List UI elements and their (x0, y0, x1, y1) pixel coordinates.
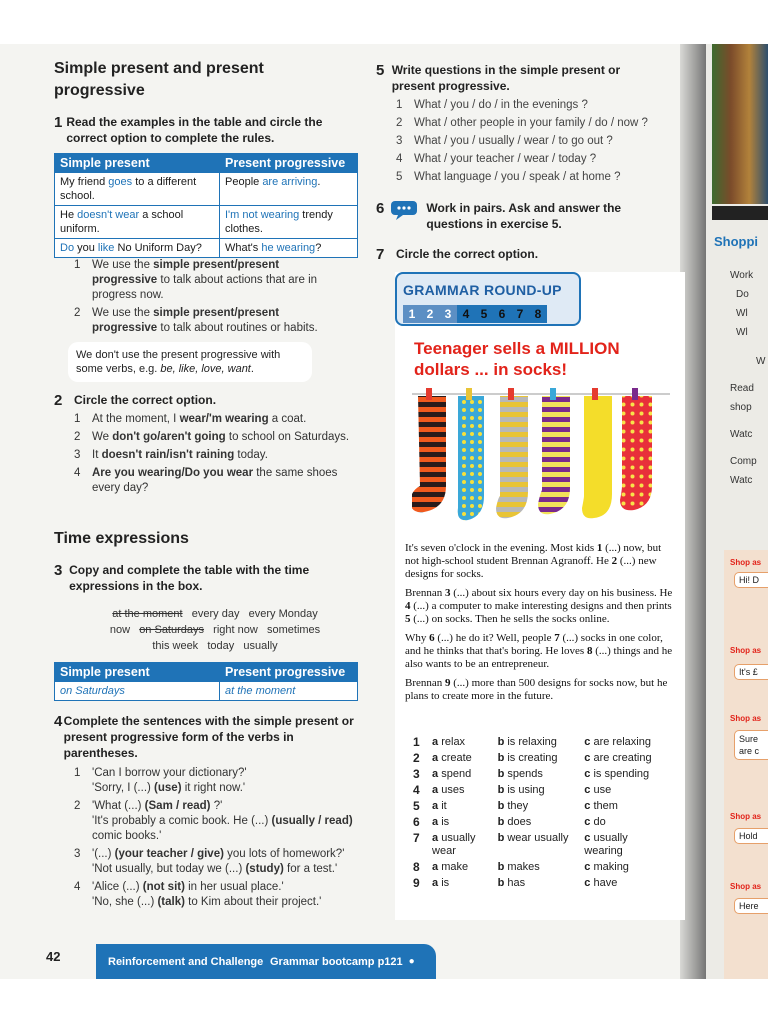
article-paragraph: It's seven o'clock in the evening. Most kids 1 (...) now, but not high-school student Brennan Agranoff. He 2 (...) new designs for socks. (405, 542, 662, 580)
table-row (55, 239, 358, 258)
options-table (413, 736, 671, 893)
roundup-number: 4 (457, 305, 475, 323)
table-row: 1 a relax b is relaxing c are relaxing (413, 736, 671, 752)
list-item: 2 What / other people in your family / do / now ? (396, 117, 648, 129)
exercise-1 (54, 114, 354, 146)
exercise-5 (376, 62, 666, 94)
table-row: 6 a is b does c do (413, 816, 671, 832)
table-row (55, 173, 358, 206)
socks-illustration (412, 382, 670, 532)
table-cell: I'm not wearing trendy clothes. (220, 206, 358, 239)
table-cell: My friend goes to a different school. (55, 173, 220, 206)
rules-list (74, 258, 344, 336)
exercise-number: 3 (54, 562, 63, 579)
table-row: 7 a usually wear b wear usually c usually wearing (413, 832, 671, 861)
article-paragraph: Brennan 9 (...) more than 500 designs for socks now, but he plans to create more in the future. (405, 677, 668, 702)
table-cell: on Saturdays (55, 682, 220, 701)
exercise-number: 4 (54, 713, 63, 730)
option-b[interactable]: b does (497, 816, 532, 828)
roundup-number: 1 (403, 305, 421, 323)
exercise-number: 6 (376, 200, 385, 217)
list-item: 3 What / you / usually / wear / to go out ? (396, 135, 613, 147)
option-b[interactable]: b is creating (497, 752, 558, 764)
exercise-instruction: Copy and complete the table with the time expressions in the box. (69, 563, 310, 593)
list-item: 1 At the moment, I wear/'m wearing a coat. (74, 413, 307, 425)
exercise-instruction: Complete the sentences with the simple present or present progressive form of the verbs in parentheses. (63, 714, 354, 760)
list-item: 2 'What (...) (Sam / read) ?' 'It's probably a comic book. He (...) (usually / read) comic books.' (74, 800, 353, 842)
exercise-4 (54, 713, 354, 761)
word-box: at the moment every day every Monday now on Saturdays right now sometimes this week today usually (109, 608, 321, 652)
exercise-instruction: Read the examples in the table and circle the correct option to complete the rules. (66, 115, 323, 145)
option-a[interactable]: a uses (432, 784, 465, 796)
option-b[interactable]: b is relaxing (497, 736, 557, 748)
table-header: Simple present (55, 663, 220, 682)
option-a[interactable]: a relax (432, 736, 466, 748)
section-title (54, 58, 264, 102)
list-item: 3 It doesn't rain/isn't raining today. (74, 449, 268, 461)
dialogue-panel (724, 550, 768, 979)
socks-image (412, 382, 670, 532)
list-item: 2 We don't go/aren't going to school on Saturdays. (74, 431, 350, 443)
roundup-numbers (403, 305, 547, 323)
list-item: 1 What / you / do / in the evenings ? (396, 99, 588, 111)
exercise-7 (376, 246, 666, 263)
footer-link-grammar-bootcamp[interactable]: Grammar bootcamp p121 (270, 955, 403, 968)
list-item: 4 'Alice (...) (not sit) in her usual place.' 'No, she (...) (talk) to Kim about their project.' (74, 881, 322, 908)
exercise-2-items (74, 412, 364, 499)
roundup-number: 7 (511, 305, 529, 323)
table-cell: at the moment (220, 682, 358, 701)
footer-link-reinforcement[interactable]: Reinforcement and Challenge (108, 955, 264, 968)
table-row (55, 206, 358, 239)
next-page-sliver: Shoppi Work Do Wl Wl W Read shop Watc Comp Watc Shop as Hi! D Shop as It's £ Shop as Sure are c Shop as Hold Shop as Here (706, 44, 768, 979)
exercise-instruction: Work in pairs. Ask and answer the questions in exercise 5. (426, 201, 622, 231)
table-row (55, 682, 358, 701)
list-item: 1 We use the simple present/present progressive to talk about actions that are in progress now. (74, 259, 318, 301)
article-paragraph: Brennan 3 (...) about six hours every day on his business. He 4 (...) a computer to make interesting designs and then prints 5 (...) on socks. Then he sells the socks online. (405, 587, 673, 625)
table-cell: He doesn't wear a school uniform. (55, 206, 220, 239)
table-row: 5 a it b they c them (413, 800, 671, 816)
video-bar (712, 206, 768, 220)
option-c[interactable]: c are creating (584, 752, 652, 764)
exercise-instruction: Write questions in the simple present or present progressive. (391, 63, 621, 93)
option-a[interactable]: a it (432, 800, 447, 812)
option-b[interactable]: b spends (497, 768, 543, 780)
table-cell: What's he wearing? (220, 239, 358, 258)
section-title-line1: Simple present and present (54, 60, 264, 77)
exercise-number: 5 (376, 62, 385, 79)
option-a[interactable]: a create (432, 752, 472, 764)
table-row: 8 a make b makes c making (413, 861, 671, 877)
table-row: 9 a is b has c have (413, 877, 671, 893)
exercise-instruction: Circle the correct option. (74, 393, 217, 407)
exercise-instruction: Circle the correct option. (396, 247, 539, 261)
option-c[interactable]: c is spending (584, 768, 650, 780)
list-item: 2 We use the simple present/present progressive to talk about routines or habits. (74, 307, 318, 334)
exercise-3 (54, 562, 354, 594)
roundup-number: 2 (421, 305, 439, 323)
article-paragraph: Why 6 (...) he do it? Well, people 7 (...) socks in one color, and he thinks that that's boring. He loves 8 (...) things and he also wants to be an entrepreneur. (405, 632, 673, 670)
footer-bar (96, 944, 436, 979)
option-a[interactable]: a usually wear (432, 832, 476, 857)
option-c[interactable]: c making (584, 861, 629, 873)
table-cell: People are arriving. (220, 173, 358, 206)
exercise-2 (54, 392, 354, 409)
exercise-6 (376, 200, 666, 232)
roundup-title: GRAMMAR ROUND-UP (403, 282, 562, 298)
table-cell: Do you like No Uniform Day? (55, 239, 220, 258)
option-c[interactable]: c them (584, 800, 618, 812)
roundup-number: 8 (529, 305, 547, 323)
option-b[interactable]: b is using (497, 784, 545, 796)
roundup-number: 5 (475, 305, 493, 323)
table-header: Simple present (55, 154, 220, 173)
list-item: 3 '(...) (your teacher / give) you lots of homework?' 'Not usually, but today we (...) (study) for a test.' (74, 848, 345, 875)
roundup-header (395, 272, 581, 326)
page-margin (0, 979, 768, 1024)
option-c[interactable]: c use (584, 784, 612, 796)
exercise-5-items (396, 98, 681, 188)
option-c[interactable]: c are relaxing (584, 736, 651, 748)
table-header: Present progressive (220, 663, 358, 682)
roundup-number: 6 (493, 305, 511, 323)
option-a[interactable]: a spend (432, 768, 472, 780)
roundup-number: 3 (439, 305, 457, 323)
section-title-time: Time expressions (54, 530, 189, 547)
table-row: 2 a create b is creating c are creating (413, 752, 671, 768)
table-row: 4 a uses b is using c use (413, 784, 671, 800)
exercise-number: 7 (376, 246, 385, 263)
table-row: 3 a spend b spends c is spending (413, 768, 671, 784)
list-item: 1 'Can I borrow your dictionary?' 'Sorry, I (...) (use) it right now.' (74, 767, 247, 794)
option-b[interactable]: b wear usually (497, 832, 569, 844)
grammar-table-2 (54, 662, 358, 701)
option-c[interactable]: c usually wearing (584, 832, 628, 857)
option-a[interactable]: a is (432, 877, 450, 889)
exercise-4-items (74, 766, 364, 913)
exercise-number: 2 (54, 392, 63, 409)
article-headline: Teenager sells a MILLION dollars ... in socks! (414, 339, 620, 379)
photo-strip (712, 44, 768, 204)
option-b[interactable]: b makes (497, 861, 540, 873)
speech-bubble-icon (390, 200, 420, 220)
article-text (405, 542, 673, 703)
table-header: Present progressive (220, 154, 358, 173)
section-title-line2: progressive (54, 82, 145, 99)
list-item: 4 Are you wearing/Do you wear the same shoes every day? (74, 467, 338, 494)
exercise-number: 1 (54, 114, 63, 131)
option-b[interactable]: b they (497, 800, 529, 812)
grammar-note: We don't use the present progressive with some verbs, e.g. be, like, love, want. (68, 342, 312, 382)
option-c[interactable]: c have (584, 877, 618, 889)
next-page-heading: Shoppi (714, 234, 759, 249)
option-c[interactable]: c do (584, 816, 606, 828)
option-a[interactable]: a is (432, 816, 450, 828)
list-item: 4 What / your teacher / wear / today ? (396, 153, 597, 165)
grammar-table-1 (54, 153, 358, 258)
next-page-items: Work Do Wl Wl W Read shop Watc Comp Watc (730, 270, 766, 486)
option-b[interactable]: b has (497, 877, 526, 889)
page-number: 42 (46, 949, 61, 964)
arrow-icon: ● (408, 956, 415, 967)
option-a[interactable]: a make (432, 861, 469, 873)
list-item: 5 What language / you / speak / at home ? (396, 171, 621, 183)
